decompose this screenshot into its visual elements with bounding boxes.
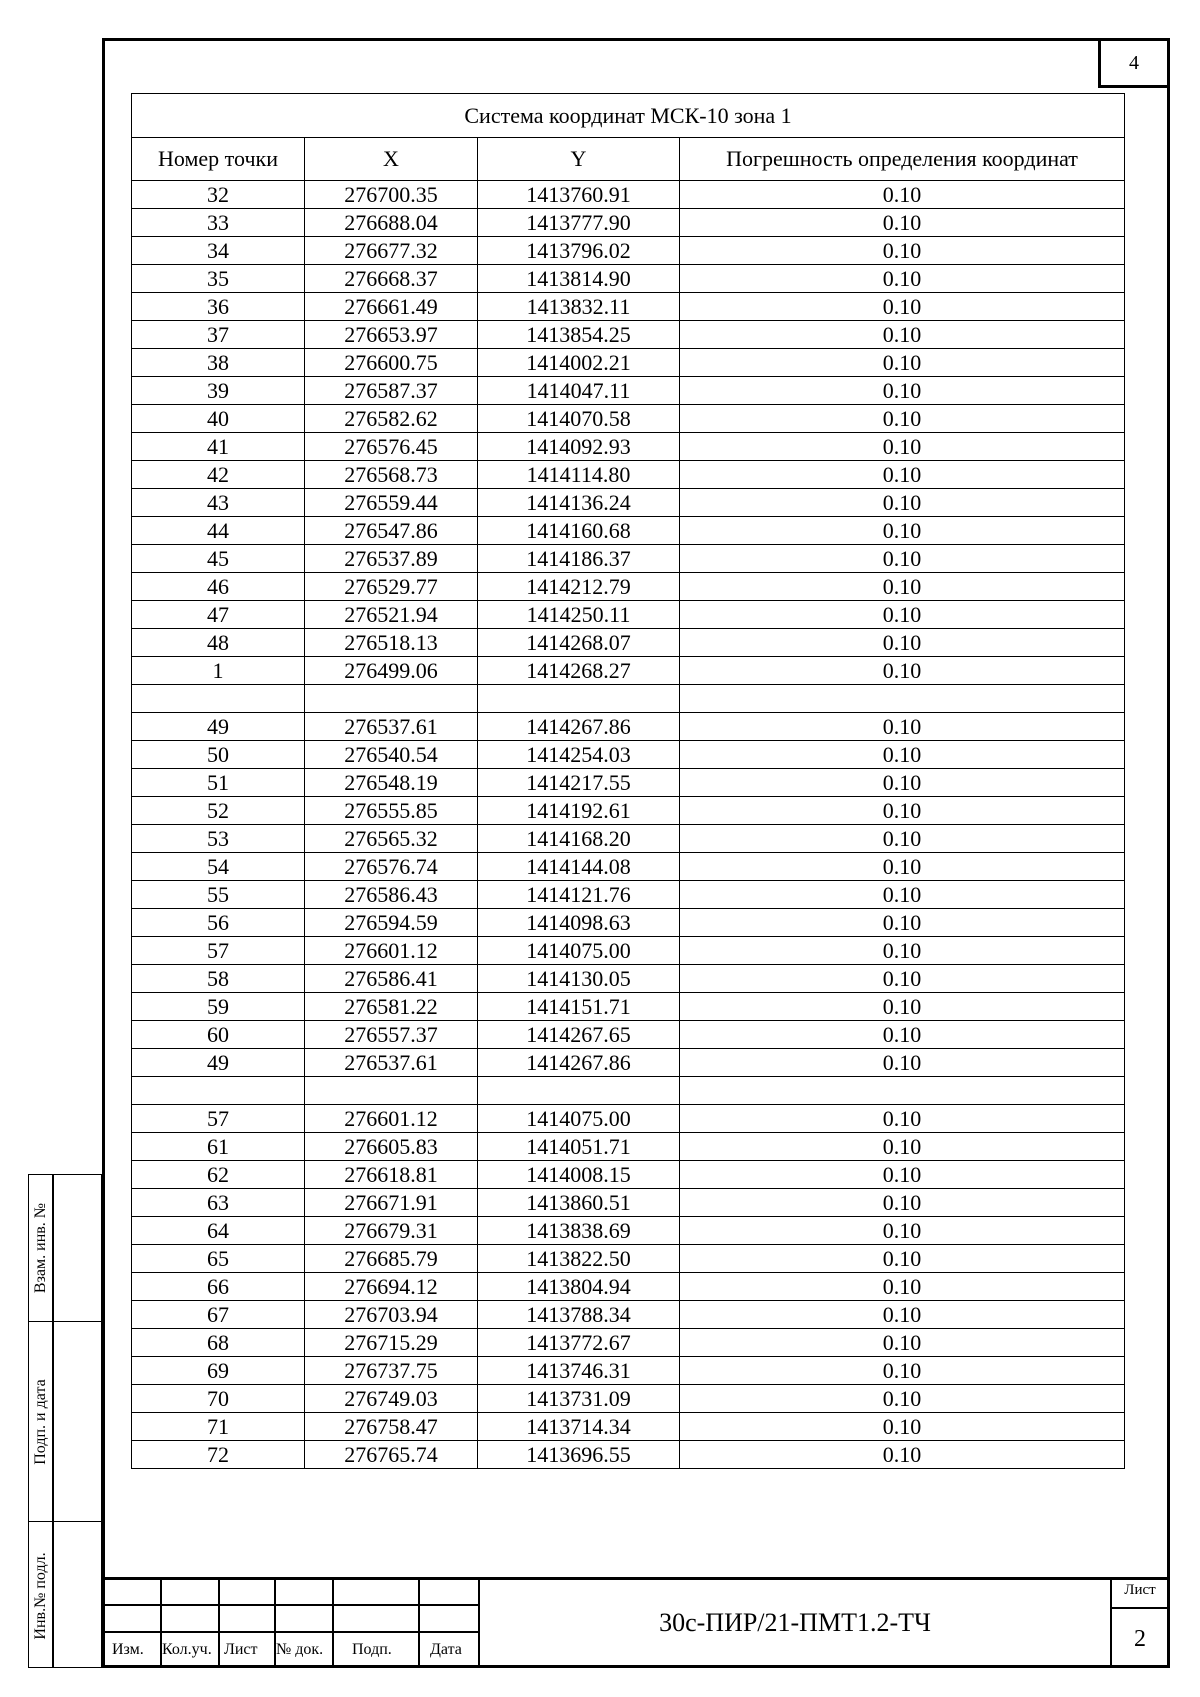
cell-point-number: 42 — [132, 461, 305, 489]
cell-x — [305, 1077, 478, 1105]
cell-x: 276499.06 — [305, 657, 478, 685]
cell-point-number: 57 — [132, 937, 305, 965]
table-row — [132, 1385, 1125, 1413]
cell-x: 276600.75 — [305, 349, 478, 377]
cell-y: 1414136.24 — [478, 489, 680, 517]
cell-x: 276703.94 — [305, 1301, 478, 1329]
cell-accuracy: 0.10 — [680, 657, 1125, 685]
cell-accuracy: 0.10 — [680, 293, 1125, 321]
cell-point-number: 60 — [132, 1021, 305, 1049]
sheet-label: Лист — [1124, 1582, 1156, 1598]
table-row — [132, 209, 1125, 237]
table-row — [132, 517, 1125, 545]
table-row — [132, 1133, 1125, 1161]
side-stamp-label-column — [28, 1174, 54, 1668]
cell-y: 1413854.25 — [478, 321, 680, 349]
side-label-podp-data: Подп. и дата — [32, 1378, 49, 1465]
label-kol-uch: Кол.уч. — [162, 1641, 212, 1658]
cell-y: 1414217.55 — [478, 769, 680, 797]
cell-point-number: 53 — [132, 825, 305, 853]
cell-accuracy: 0.10 — [680, 433, 1125, 461]
cell-accuracy: 0.10 — [680, 489, 1125, 517]
cell-point-number: 56 — [132, 909, 305, 937]
cell-accuracy: 0.10 — [680, 377, 1125, 405]
cell-x: 276679.31 — [305, 1217, 478, 1245]
cell-x: 276694.12 — [305, 1273, 478, 1301]
label-list: Лист — [224, 1641, 258, 1658]
cell-y: 1414144.08 — [478, 853, 680, 881]
table-row — [132, 1105, 1125, 1133]
cell-y: 1414250.11 — [478, 601, 680, 629]
table-row — [132, 601, 1125, 629]
cell-x: 276586.43 — [305, 881, 478, 909]
label-data: Дата — [430, 1641, 462, 1658]
cell-x: 276547.86 — [305, 517, 478, 545]
cell-accuracy: 0.10 — [680, 825, 1125, 853]
cell-point-number: 57 — [132, 1105, 305, 1133]
table-row — [132, 181, 1125, 209]
cell-x: 276537.61 — [305, 1049, 478, 1077]
cell-x: 276653.97 — [305, 321, 478, 349]
cell-point-number: 33 — [132, 209, 305, 237]
table-row — [132, 1021, 1125, 1049]
cell-point-number — [132, 685, 305, 713]
cell-accuracy: 0.10 — [680, 265, 1125, 293]
side-cell-podp-data — [29, 1321, 53, 1521]
cell-point-number: 43 — [132, 489, 305, 517]
cell-y: 1414075.00 — [478, 937, 680, 965]
cell-y: 1413832.11 — [478, 293, 680, 321]
cell-x: 276749.03 — [305, 1385, 478, 1413]
side-stamp — [28, 1174, 102, 1668]
cell-accuracy: 0.10 — [680, 1021, 1125, 1049]
cell-accuracy: 0.10 — [680, 741, 1125, 769]
cell-y: 1413746.31 — [478, 1357, 680, 1385]
cell-x: 276555.85 — [305, 797, 478, 825]
cell-x: 276537.61 — [305, 713, 478, 741]
table-row — [132, 909, 1125, 937]
cell-x: 276540.54 — [305, 741, 478, 769]
cell-x: 276521.94 — [305, 601, 478, 629]
cell-y: 1413838.69 — [478, 1217, 680, 1245]
side-value-podp-data — [53, 1321, 101, 1521]
cell-accuracy: 0.10 — [680, 517, 1125, 545]
cell-y: 1413814.90 — [478, 265, 680, 293]
side-cell-inv-podl — [29, 1521, 53, 1669]
cell-y: 1414268.07 — [478, 629, 680, 657]
cell-x: 276565.32 — [305, 825, 478, 853]
cell-y: 1413714.34 — [478, 1413, 680, 1441]
cell-y: 1414008.15 — [478, 1161, 680, 1189]
header-accuracy: Погрешность определения координат — [680, 138, 1125, 181]
cell-x: 276737.75 — [305, 1357, 478, 1385]
cell-x: 276661.49 — [305, 293, 478, 321]
cell-point-number: 39 — [132, 377, 305, 405]
cell-y: 1413860.51 — [478, 1189, 680, 1217]
cell-y: 1414130.05 — [478, 965, 680, 993]
cell-x: 276688.04 — [305, 209, 478, 237]
cell-accuracy: 0.10 — [680, 1385, 1125, 1413]
table-row — [132, 685, 1125, 713]
cell-x: 276618.81 — [305, 1161, 478, 1189]
table-row — [132, 993, 1125, 1021]
cell-x: 276557.37 — [305, 1021, 478, 1049]
table-row — [132, 1049, 1125, 1077]
cell-accuracy: 0.10 — [680, 349, 1125, 377]
cell-y — [478, 685, 680, 713]
cell-point-number: 35 — [132, 265, 305, 293]
cell-accuracy: 0.10 — [680, 1329, 1125, 1357]
cell-point-number: 61 — [132, 1133, 305, 1161]
cell-x: 276671.91 — [305, 1189, 478, 1217]
table-row — [132, 797, 1125, 825]
cell-y: 1414051.71 — [478, 1133, 680, 1161]
cell-x: 276548.19 — [305, 769, 478, 797]
table-title: Система координат МСК-10 зона 1 — [132, 94, 1125, 138]
cell-accuracy: 0.10 — [680, 1189, 1125, 1217]
cell-x: 276559.44 — [305, 489, 478, 517]
cell-y — [478, 1077, 680, 1105]
cell-x: 276568.73 — [305, 461, 478, 489]
table-header-row — [132, 138, 1125, 181]
header-x: X — [305, 138, 478, 181]
table-row — [132, 769, 1125, 797]
cell-y: 1414070.58 — [478, 405, 680, 433]
cell-accuracy: 0.10 — [680, 405, 1125, 433]
cell-accuracy: 0.10 — [680, 881, 1125, 909]
side-value-inv-podl — [53, 1521, 101, 1669]
cell-y: 1413796.02 — [478, 237, 680, 265]
document-code: 30с-ПИР/21-ПМТ1.2-ТЧ — [659, 1607, 931, 1637]
cell-point-number: 68 — [132, 1329, 305, 1357]
cell-x: 276605.83 — [305, 1133, 478, 1161]
cell-y: 1414151.71 — [478, 993, 680, 1021]
cell-y: 1414267.65 — [478, 1021, 680, 1049]
cell-accuracy — [680, 1077, 1125, 1105]
side-label-inv-podl: Инв.№ подл. — [32, 1551, 49, 1640]
cell-point-number: 38 — [132, 349, 305, 377]
cell-x: 276700.35 — [305, 181, 478, 209]
cell-point-number: 65 — [132, 1245, 305, 1273]
table-row — [132, 237, 1125, 265]
cell-point-number: 44 — [132, 517, 305, 545]
table-row — [132, 461, 1125, 489]
cell-point-number: 62 — [132, 1161, 305, 1189]
table-row — [132, 881, 1125, 909]
table-title-row — [132, 94, 1125, 138]
side-label-vzam: Взам. инв. № — [32, 1202, 49, 1294]
cell-x: 276537.89 — [305, 545, 478, 573]
cell-accuracy: 0.10 — [680, 237, 1125, 265]
cell-point-number: 63 — [132, 1189, 305, 1217]
cell-y: 1413772.67 — [478, 1329, 680, 1357]
cell-point-number: 1 — [132, 657, 305, 685]
side-stamp-value-column — [52, 1174, 102, 1668]
cell-y: 1414121.76 — [478, 881, 680, 909]
cell-y: 1414114.80 — [478, 461, 680, 489]
cell-y: 1413696.55 — [478, 1441, 680, 1469]
header-point-number: Номер точки — [132, 138, 305, 181]
cell-accuracy: 0.10 — [680, 545, 1125, 573]
cell-accuracy: 0.10 — [680, 1105, 1125, 1133]
cell-accuracy: 0.10 — [680, 937, 1125, 965]
cell-x: 276576.74 — [305, 853, 478, 881]
table-row — [132, 1357, 1125, 1385]
cell-point-number: 37 — [132, 321, 305, 349]
cell-point-number: 69 — [132, 1357, 305, 1385]
cell-x: 276576.45 — [305, 433, 478, 461]
cell-y: 1413804.94 — [478, 1273, 680, 1301]
cell-y: 1414267.86 — [478, 1049, 680, 1077]
table-row — [132, 1441, 1125, 1469]
table-row — [132, 433, 1125, 461]
cell-x: 276601.12 — [305, 937, 478, 965]
cell-accuracy: 0.10 — [680, 769, 1125, 797]
header-y: Y — [478, 138, 680, 181]
table-row — [132, 1161, 1125, 1189]
cell-y: 1414212.79 — [478, 573, 680, 601]
cell-y: 1414192.61 — [478, 797, 680, 825]
cell-point-number: 49 — [132, 713, 305, 741]
table-row — [132, 1077, 1125, 1105]
cell-x: 276587.37 — [305, 377, 478, 405]
cell-accuracy: 0.10 — [680, 1273, 1125, 1301]
cell-accuracy: 0.10 — [680, 321, 1125, 349]
table-row — [132, 377, 1125, 405]
cell-point-number: 64 — [132, 1217, 305, 1245]
cell-accuracy: 0.10 — [680, 1161, 1125, 1189]
cell-point-number: 47 — [132, 601, 305, 629]
table-row — [132, 825, 1125, 853]
cell-point-number: 41 — [132, 433, 305, 461]
cell-y: 1414075.00 — [478, 1105, 680, 1133]
cell-accuracy: 0.10 — [680, 853, 1125, 881]
table-row — [132, 1273, 1125, 1301]
cell-accuracy: 0.10 — [680, 1133, 1125, 1161]
cell-y: 1414092.93 — [478, 433, 680, 461]
table-row — [132, 1245, 1125, 1273]
cell-x: 276582.62 — [305, 405, 478, 433]
cell-point-number: 58 — [132, 965, 305, 993]
cell-y: 1413777.90 — [478, 209, 680, 237]
cell-point-number: 72 — [132, 1441, 305, 1469]
cell-point-number: 71 — [132, 1413, 305, 1441]
label-podp: Подп. — [352, 1641, 392, 1658]
cell-point-number: 48 — [132, 629, 305, 657]
cell-accuracy: 0.10 — [680, 1413, 1125, 1441]
cell-accuracy: 0.10 — [680, 1441, 1125, 1469]
cell-accuracy: 0.10 — [680, 1357, 1125, 1385]
table-row — [132, 657, 1125, 685]
cell-x: 276758.47 — [305, 1413, 478, 1441]
cell-x: 276594.59 — [305, 909, 478, 937]
table-row — [132, 405, 1125, 433]
table-row — [132, 489, 1125, 517]
cell-accuracy: 0.10 — [680, 1217, 1125, 1245]
cell-y: 1414098.63 — [478, 909, 680, 937]
cell-point-number: 36 — [132, 293, 305, 321]
table-row — [132, 741, 1125, 769]
cell-accuracy: 0.10 — [680, 573, 1125, 601]
cell-x: 276601.12 — [305, 1105, 478, 1133]
cell-accuracy: 0.10 — [680, 713, 1125, 741]
cell-x: 276668.37 — [305, 265, 478, 293]
table-row — [132, 573, 1125, 601]
cell-accuracy: 0.10 — [680, 797, 1125, 825]
cell-accuracy: 0.10 — [680, 1245, 1125, 1273]
cell-x: 276518.13 — [305, 629, 478, 657]
coordinates-table — [131, 93, 1125, 1469]
cell-point-number: 70 — [132, 1385, 305, 1413]
sheet-number: 2 — [1134, 1626, 1146, 1652]
cell-y: 1414267.86 — [478, 713, 680, 741]
cell-y: 1413788.34 — [478, 1301, 680, 1329]
cell-point-number: 40 — [132, 405, 305, 433]
cell-x: 276529.77 — [305, 573, 478, 601]
table-row — [132, 1189, 1125, 1217]
table-row — [132, 349, 1125, 377]
cell-point-number: 45 — [132, 545, 305, 573]
side-cell-vzam — [29, 1175, 53, 1321]
cell-x: 276685.79 — [305, 1245, 478, 1273]
cell-point-number — [132, 1077, 305, 1105]
table-row — [132, 1413, 1125, 1441]
table-row — [132, 937, 1125, 965]
table-row — [132, 545, 1125, 573]
cell-y: 1414268.27 — [478, 657, 680, 685]
cell-accuracy: 0.10 — [680, 601, 1125, 629]
cell-accuracy — [680, 685, 1125, 713]
cell-x: 276581.22 — [305, 993, 478, 1021]
table-row — [132, 1217, 1125, 1245]
cell-x: 276586.41 — [305, 965, 478, 993]
table-row — [132, 629, 1125, 657]
table-row — [132, 1329, 1125, 1357]
cell-point-number: 32 — [132, 181, 305, 209]
cell-point-number: 52 — [132, 797, 305, 825]
page-number: 4 — [1098, 38, 1170, 88]
label-no-dok: № док. — [276, 1641, 324, 1658]
cell-y: 1414254.03 — [478, 741, 680, 769]
cell-accuracy: 0.10 — [680, 1049, 1125, 1077]
cell-point-number: 49 — [132, 1049, 305, 1077]
cell-y: 1413822.50 — [478, 1245, 680, 1273]
table-row — [132, 293, 1125, 321]
cell-accuracy: 0.10 — [680, 629, 1125, 657]
table-row — [132, 321, 1125, 349]
table-row — [132, 965, 1125, 993]
cell-point-number: 67 — [132, 1301, 305, 1329]
cell-point-number: 34 — [132, 237, 305, 265]
cell-y: 1413731.09 — [478, 1385, 680, 1413]
cell-x: 276715.29 — [305, 1329, 478, 1357]
cell-y: 1414002.21 — [478, 349, 680, 377]
cell-y: 1414168.20 — [478, 825, 680, 853]
cell-accuracy: 0.10 — [680, 993, 1125, 1021]
cell-accuracy: 0.10 — [680, 209, 1125, 237]
table-row — [132, 853, 1125, 881]
cell-accuracy: 0.10 — [680, 1301, 1125, 1329]
cell-point-number: 66 — [132, 1273, 305, 1301]
cell-point-number: 51 — [132, 769, 305, 797]
cell-accuracy: 0.10 — [680, 461, 1125, 489]
cell-accuracy: 0.10 — [680, 965, 1125, 993]
cell-y: 1414160.68 — [478, 517, 680, 545]
cell-point-number: 54 — [132, 853, 305, 881]
cell-x: 276765.74 — [305, 1441, 478, 1469]
cell-point-number: 46 — [132, 573, 305, 601]
cell-point-number: 55 — [132, 881, 305, 909]
cell-y: 1413760.91 — [478, 181, 680, 209]
table-row — [132, 1301, 1125, 1329]
table-row — [132, 265, 1125, 293]
cell-x — [305, 685, 478, 713]
cell-accuracy: 0.10 — [680, 181, 1125, 209]
cell-point-number: 50 — [132, 741, 305, 769]
cell-y: 1414047.11 — [478, 377, 680, 405]
cell-x: 276677.32 — [305, 237, 478, 265]
table-row — [132, 713, 1125, 741]
cell-point-number: 59 — [132, 993, 305, 1021]
cell-accuracy: 0.10 — [680, 909, 1125, 937]
label-izm: Изм. — [112, 1641, 144, 1658]
cell-y: 1414186.37 — [478, 545, 680, 573]
